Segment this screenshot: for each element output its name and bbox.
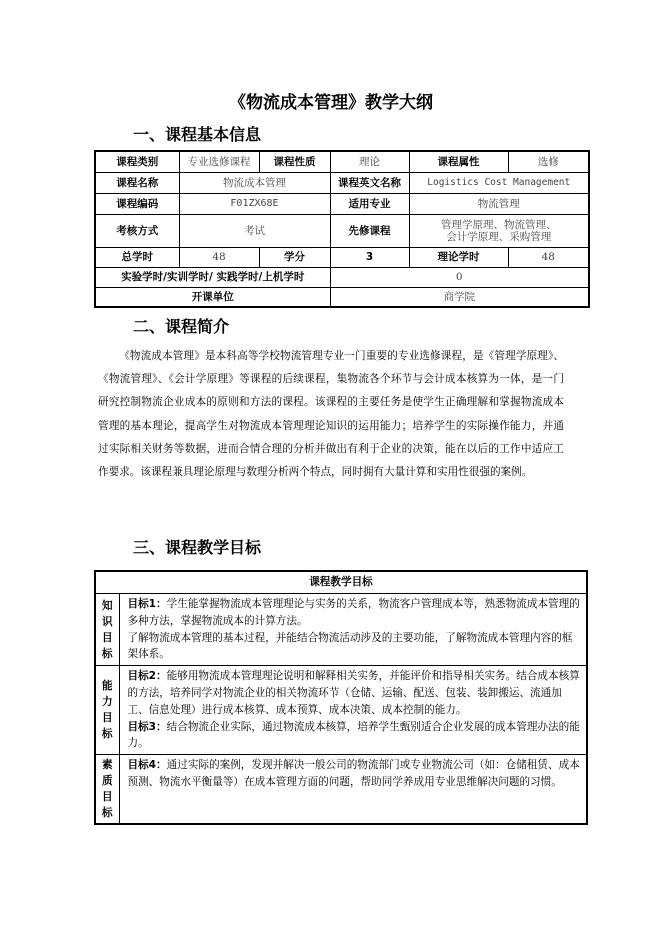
course-nature-value: 理论 [330, 151, 409, 172]
major-label: 适用专业 [330, 193, 409, 214]
category-char: 标 [101, 728, 113, 741]
prerequisite-label: 先修课程 [330, 214, 409, 247]
course-type-value: 专业选修课程 [179, 151, 259, 172]
category-char: 标 [101, 647, 113, 660]
knowledge-goal-category [95, 594, 119, 666]
knowledge-goal-extra: 了解物流成本管理的基本过程，并能结合物流活动涉及的主要功能，了解物流成本管理内容的框架体系。 [127, 631, 573, 661]
course-intro-paragraph: 《物流成本管理》是本科高等学校物流管理专业一门重要的专业选修课程，是《管理学原理》、《物流管理》、《会计学原理》等课程的后续课程，集物流各个环节与会计成本核算为一体，是一门研究控制物流企业成本的原则和方法的课程。该课程的主要任务是使学生正确理解和掌握物流成本管理的基本理论，提高学生对物流成本管理理论知识的运用能力；培养学生的实际操作能力，并通过实际相关财务等数据，进而合情合理的分析并做出有利于企业的决策，能在以后的工作中适应工作要求。该课程兼具理论原理与数理分析两个特点，同时拥有大量计算和实用性很强的案例。 [98, 350, 564, 479]
course-type-label: 课程类别 [95, 151, 179, 172]
major-value: 物流管理 [409, 193, 589, 214]
teaching-goals-table [94, 570, 588, 825]
table-row [95, 594, 587, 666]
section-heading-goals: 三、课程教学目标 [133, 538, 262, 557]
goal-4 [128, 757, 581, 791]
goal-3 [128, 719, 581, 753]
prerequisite-line: 会计学原理、采购管理 [446, 230, 552, 243]
offering-unit-label: 开课单位 [95, 287, 330, 307]
goal-4-text: 通过实际的案例，发现并解决一般公司的物流部门或专业物流公司（如：仓储租赁、成本预测、物流水平衡量等）在成本管理方面的问题，帮助同学养成用专业思维解决问题的习惯。 [127, 759, 580, 788]
category-char: 目 [101, 791, 113, 804]
credits-label: 学分 [259, 247, 330, 267]
table-row [95, 755, 587, 825]
course-name-en-value: Logistics Cost Management [409, 172, 589, 193]
lab-hours-value: 0 [330, 267, 589, 287]
credits-value: 3 [330, 247, 409, 267]
table-row [95, 287, 589, 307]
category-char: 目 [101, 631, 113, 644]
category-char: 标 [101, 807, 113, 820]
table-row [95, 267, 589, 287]
goals-table-header: 课程教学目标 [95, 571, 587, 594]
category-char: 能 [101, 680, 113, 693]
goal-2 [128, 668, 581, 718]
category-char: 素 [101, 759, 113, 772]
category-char: 力 [101, 696, 113, 709]
theory-hours-value: 48 [508, 247, 589, 267]
lab-hours-label: 实验学时/实训学时/ 实践学时/上机学时 [95, 267, 330, 287]
course-name-label: 课程名称 [95, 172, 179, 193]
course-attribute-value: 选修 [508, 151, 589, 172]
goal-3-text: 结合物流企业实际，通过物流成本核算，培养学生甄别适合企业发展的成本管理办法的能力。 [127, 720, 580, 750]
goal-1 [128, 596, 581, 630]
table-row [95, 172, 589, 193]
total-hours-label: 总学时 [95, 247, 179, 267]
table-row [95, 193, 589, 214]
section-heading-intro: 二、课程简介 [133, 317, 230, 336]
document-title: 《物流成本管理》教学大纲 [229, 93, 433, 113]
goal-3-label: 目标3： [127, 720, 167, 733]
exam-method-label: 考核方式 [95, 214, 179, 247]
goal-2-label: 目标2： [127, 670, 167, 683]
course-info-table [94, 150, 590, 308]
prerequisite-line: 管理学原理、物流管理、 [441, 218, 557, 231]
total-hours-value: 48 [179, 247, 259, 267]
section-heading-basic-info: 一、课程基本信息 [133, 125, 262, 144]
table-row [95, 151, 589, 172]
quality-goal-category [95, 755, 119, 825]
course-code-label: 课程编码 [95, 193, 179, 214]
table-row [95, 571, 587, 594]
course-attribute-label: 课程属性 [409, 151, 508, 172]
goal-1-label: 目标1： [127, 598, 167, 610]
ability-goal-category [95, 666, 119, 755]
category-char: 识 [101, 615, 113, 628]
goal-2-text: 能够用物流成本管理理论说明和解释相关实务，并能评价和指导相关实务。结合成本核算的方法，培养同学对物流企业的相关物流环节（仓储、运输、配送、包装、装卸搬运、流通加工、信息处理）进行成本核算、成本预算、成本决策、成本控制的能力。 [127, 670, 580, 716]
quality-goal-text [119, 755, 587, 825]
table-row [95, 214, 589, 247]
category-char: 目 [101, 712, 113, 725]
ability-goal-text [119, 666, 587, 755]
course-nature-label: 课程性质 [259, 151, 330, 172]
category-char: 质 [101, 775, 113, 788]
table-row [95, 247, 589, 267]
course-name-en-label: 课程英文名称 [330, 172, 409, 193]
exam-method-value: 考试 [179, 214, 330, 247]
goal-1-text: 学生能掌握物流成本管理理论与实务的关系，物流客户管理成本等，熟悉物流成本管理的多种方法，掌握物流成本的计算方法。 [127, 598, 580, 627]
offering-unit-value: 商学院 [330, 287, 589, 307]
knowledge-goal-text [119, 594, 587, 666]
theory-hours-label: 理论学时 [409, 247, 508, 267]
course-code-value: F01ZX68E [179, 193, 330, 214]
category-char: 知 [101, 599, 113, 612]
course-name-value: 物流成本管理 [179, 172, 330, 193]
prerequisite-value [409, 214, 589, 247]
table-row [95, 666, 587, 755]
goal-4-label: 目标4： [127, 759, 167, 772]
